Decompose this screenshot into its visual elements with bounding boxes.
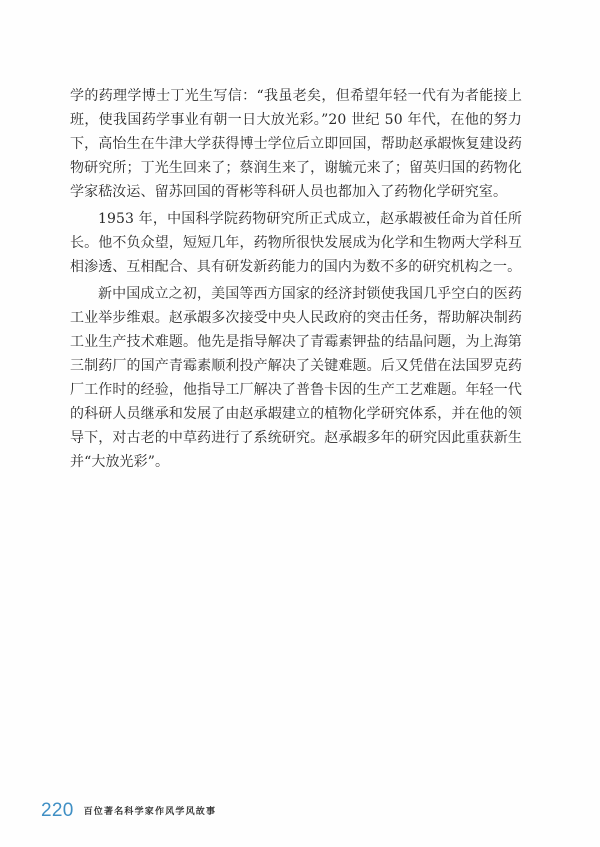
- body-text: [70, 84, 522, 474]
- paragraph-continued: 学的药理学博士丁光生写信：“我虽老矣，但希望年轻一代有为者能接上班，使我国药学事业有朝一日大放光彩。”20 世纪 50 年代，在他的努力下，高怡生在牛津大学获得博士学位后立即回国，帮助赵承嘏恢复建设药物研究所；丁光生回来了；蔡润生来了，谢毓元来了；留英归国的药物化学家嵇汝运、留苏回国的胥彬等科研人员也都加入了药物化学研究室。: [70, 88, 522, 200]
- page-number: 220: [41, 800, 74, 821]
- paragraph-1953: 1953 年，中国科学院药物研究所正式成立，赵承嘏被任命为首任所长。他不负众望，短短几年，药物所很快发展成为化学和生物两大学科互相渗透、互相配合、具有研发新药能力的国内为数不多的研究机构之一。: [70, 211, 522, 275]
- paragraph-new-china: 新中国成立之初，美国等西方国家的经济封锁使我国几乎空白的医药工业举步维艰。赵承嘏多次接受中央人民政府的突击任务，帮助解决制药工业生产技术难题。他先是指导解决了青霉素钾盐的结晶问题，为上海第三制药厂的国产青霉素顺利投产解决了关键难题。后又凭借在法国罗克药厂工作时的经验，他指导工厂解决了普鲁卡因的生产工艺难题。年轻一代的科研人员继承和发展了由赵承嘏建立的植物化学研究体系，并在他的领导下，对古老的中草药进行了系统研究。赵承嘏多年的研究因此重获新生并“大放光彩”。: [70, 286, 522, 470]
- page-footer: [41, 800, 216, 824]
- book-title: 百位著名科学家作风学风故事: [83, 807, 217, 817]
